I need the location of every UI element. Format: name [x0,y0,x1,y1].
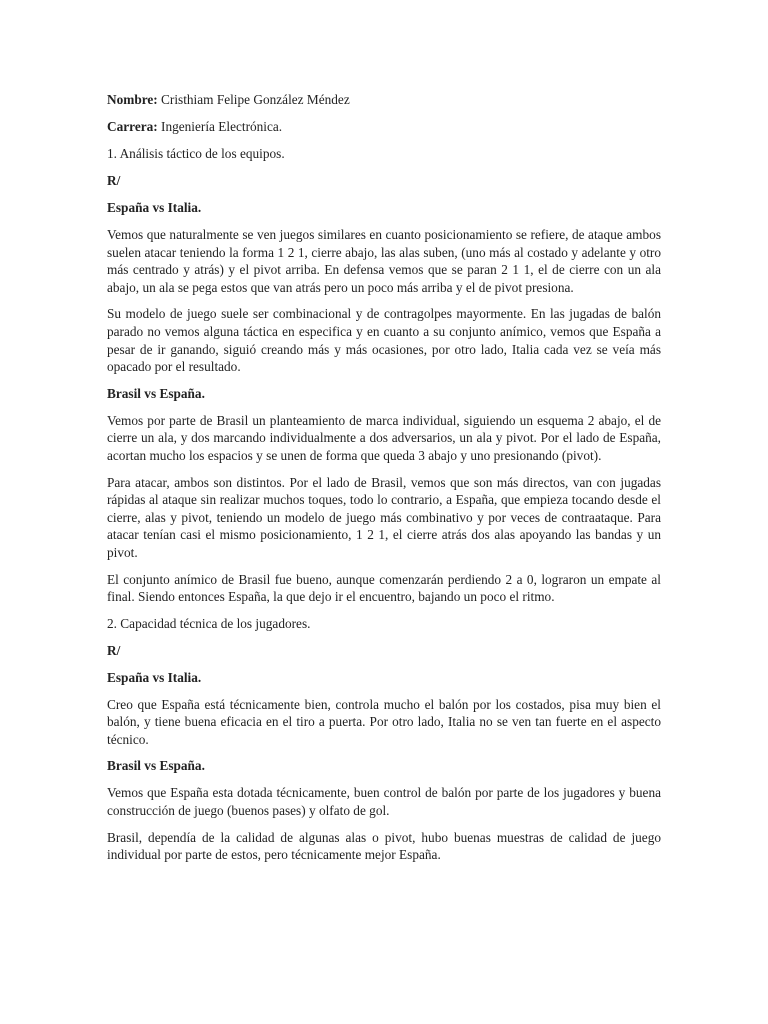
career-label: Carrera: [107,119,158,134]
section-1-match-2-paragraph-2: Para atacar, ambos son distintos. Por el lado de Brasil, vemos que son más directos, van con jugadas rápidas al ataque sin realizar muchos toques, todo lo contrario, a España, que empieza tocando desde el cierre, alas y pivot, teniendo un modelo de juego más combinativo y por veces de contraataque. Para atacar tenían casi el mismo posicionamiento, 1 2 1, el cierre atrás dos alas apoyando las bandas y un pivot. [107,474,661,560]
section-2-answer-marker: R/ [107,642,121,658]
section-1-match-1-heading: España vs Italia. [107,200,202,215]
name-label: Nombre: [107,92,158,107]
student-name-line [107,91,661,109]
section-1-match-1-paragraph-2: Su modelo de juego suele ser combinacional y de contragolpes mayormente. En las jugadas de balón parado no vemos alguna táctica en especifica y en cuanto a su conjunto anímico, vemos que España a pesar de ir ganando, siguió creando más y más ocasiones, por otro lado, Italia cada vez se veía más opacado por el resultado. [107,306,661,375]
section-1-match-1-paragraph-1: Vemos que naturalmente se ven juegos similares en cuanto posicionamiento se refiere, de ataque ambos suelen atacar teniendo la forma 1 2 1, cierre abajo, las alas suben, (uno más al costado y adelante y otro más centrado y atrás) y el pivot arriba. En defensa vemos que se paran 2 1 1, el de cierre con un ala abajo, un ala se pega estos que van atrás pero un poco más arriba y el de pivot presiona. [107,227,661,295]
career-value: Ingeniería Electrónica. [161,119,283,134]
section-2-match-1-paragraph-1: Creo que España está técnicamente bien, controla mucho el balón por los costados, pisa muy bien el balón, y tiene buena eficacia en el tiro a puerta. Por otro lado, Italia no se ven tan fuerte en el aspecto técnico. [107,696,661,747]
career-line [107,118,661,136]
section-2-title: 2. Capacidad técnica de los jugadores. [107,615,311,631]
section-2-match-2-paragraph-1: Vemos que España esta dotada técnicamente, buen control de balón por parte de los jugadores y buena construcción de juego (buenos pases) y olfato de gol. [107,785,661,819]
section-2-match-2-heading: Brasil vs España. [107,758,205,774]
section-2-match-1-heading: España vs Italia. [107,669,202,685]
section-1-match-2-paragraph-1: Vemos por parte de Brasil un planteamiento de marca individual, siguiendo un esquema 2 abajo, el de cierre un ala, y dos marcando individualmente a dos adversarios, un ala y pivot. Por el lado de España, acortan mucho los espacios y se unen de forma que queda 3 abajo y uno presionando (pivot). [107,412,661,463]
section-1-answer-marker: R/ [107,173,121,188]
section-1-match-2-paragraph-3: El conjunto anímico de Brasil fue bueno, aunque comenzarán perdiendo 2 a 0, lograron un empate al final. Siendo entonces España, la que dejo ir el encuentro, bajando un poco el ritmo. [107,571,661,605]
section-2-match-2-paragraph-2: Brasil, dependía de la calidad de algunas alas o pivot, hubo buenas muestras de calidad de juego individual por parte de estos, pero técnicamente mejor España. [107,829,661,863]
name-value: Cristhiam Felipe González Méndez [161,92,350,107]
section-1-match-2-heading: Brasil vs España. [107,385,205,401]
section-1-title: 1. Análisis táctico de los equipos. [107,146,285,161]
